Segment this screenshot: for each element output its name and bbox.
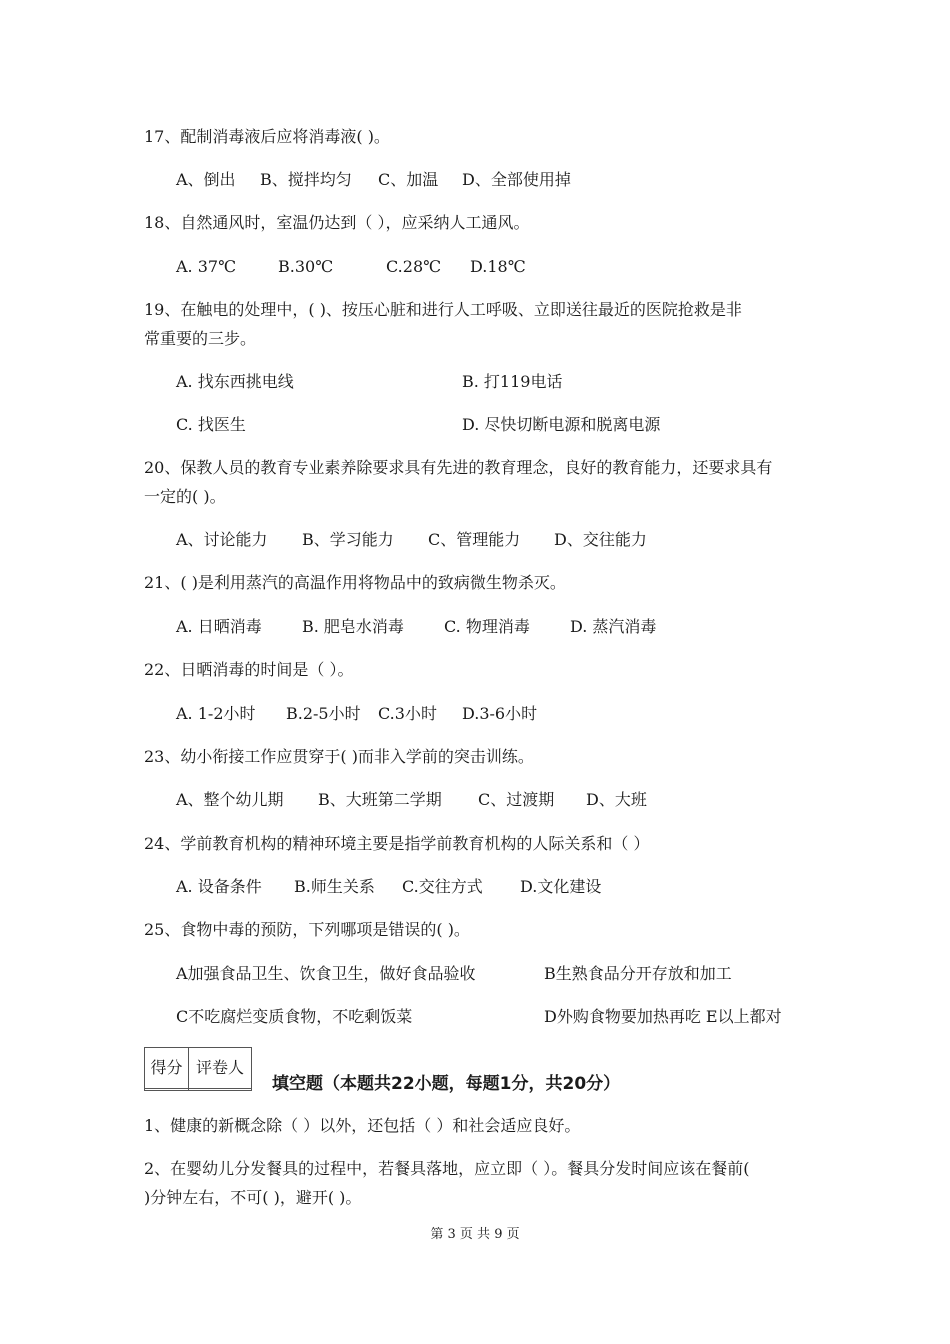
option-b: B.30℃ (278, 257, 334, 276)
question-25-stem: 25、食物中毒的预防，下列哪项是错误的( )。 (144, 920, 470, 939)
page-footer: 第 3 页 共 9 页 (430, 1227, 520, 1242)
score-label: 得分 (145, 1048, 189, 1089)
option-c: C、过渡期 (478, 790, 555, 809)
option-a: A、整个幼儿期 (176, 790, 284, 809)
option-a: A、倒出 (176, 170, 236, 189)
question-20-stem-cont: 一定的( )。 (144, 487, 226, 506)
option-b: B. 打119电话 (462, 372, 563, 391)
option-c: C.3小时 (378, 704, 437, 723)
option-b: B、大班第二学期 (318, 790, 442, 809)
option-d: D. 蒸汽消毒 (570, 617, 657, 636)
option-d: D、大班 (586, 790, 647, 809)
question-24-stem: 24、学前教育机构的精神环境主要是指学前教育机构的人际关系和（ ） (144, 834, 650, 853)
option-d: D.文化建设 (520, 877, 602, 896)
option-d: D外购食物要加热再吃 E以上都对 (544, 1007, 782, 1026)
fill-question-2-cont: )分钟左右，不可( )，避开( )。 (144, 1188, 362, 1207)
option-a: A. 日晒消毒 (176, 617, 262, 636)
option-b: B.师生关系 (294, 877, 375, 896)
option-d: D、全部使用掉 (462, 170, 571, 189)
fill-question-2: 2、在婴幼儿分发餐具的过程中，若餐具落地，应立即（ ）。餐具分发时间应该在餐前( (144, 1159, 750, 1178)
option-c: C.交往方式 (402, 877, 483, 896)
option-b: B. 肥皂水消毒 (302, 617, 404, 636)
option-b: B.2-5小时 (286, 704, 361, 723)
option-b: B、搅拌均匀 (260, 170, 352, 189)
option-d: D.18℃ (470, 257, 526, 276)
option-c: C. 物理消毒 (444, 617, 530, 636)
option-c: C.28℃ (386, 257, 442, 276)
question-20-stem: 20、保教人员的教育专业素养除要求具有先进的教育理念，良好的教育能力，还要求具有 (144, 458, 773, 477)
option-a: A. 找东西挑电线 (176, 372, 294, 391)
question-19-stem-cont: 常重要的三步。 (144, 329, 257, 348)
option-b: B、学习能力 (302, 530, 394, 549)
option-d: D.3-6小时 (462, 704, 538, 723)
question-21-stem: 21、( )是利用蒸汽的高温作用将物品中的致病微生物杀灭。 (144, 573, 566, 592)
option-c: C、管理能力 (428, 530, 521, 549)
option-a: A加强食品卫生、饮食卫生，做好食品验收 (176, 964, 476, 983)
fill-question-1: 1、健康的新概念除（ ）以外，还包括（ ）和社会适应良好。 (144, 1116, 581, 1135)
option-c: C不吃腐烂变质食物，不吃剩饭菜 (176, 1007, 413, 1026)
option-d: D. 尽快切断电源和脱离电源 (462, 415, 661, 434)
section-title: 填空题（本题共22小题，每题1分，共20分） (272, 1074, 621, 1094)
grader-label: 评卷人 (188, 1048, 251, 1089)
option-a: A. 设备条件 (176, 877, 262, 896)
question-17-stem: 17、配制消毒液后应将消毒液( )。 (144, 127, 390, 146)
option-a: A. 37℃ (176, 257, 236, 276)
option-c: C. 找医生 (176, 415, 246, 434)
score-cell (145, 1089, 189, 1091)
score-box (144, 1047, 252, 1091)
option-b: B生熟食品分开存放和加工 (544, 964, 732, 983)
question-23-stem: 23、幼小衔接工作应贯穿于( )而非入学前的突击训练。 (144, 747, 534, 766)
option-a: A. 1-2小时 (176, 704, 256, 723)
option-c: C、加温 (378, 170, 439, 189)
option-d: D、交往能力 (554, 530, 647, 549)
grader-cell (188, 1089, 251, 1091)
option-a: A、讨论能力 (176, 530, 268, 549)
question-22-stem: 22、日晒消毒的时间是（ ）。 (144, 660, 354, 679)
question-19-stem: 19、在触电的处理中，( )、按压心脏和进行人工呼吸、立即送往最近的医院抢救是非 (144, 300, 742, 319)
question-18-stem: 18、自然通风时，室温仍达到（ ），应采纳人工通风。 (144, 213, 530, 232)
